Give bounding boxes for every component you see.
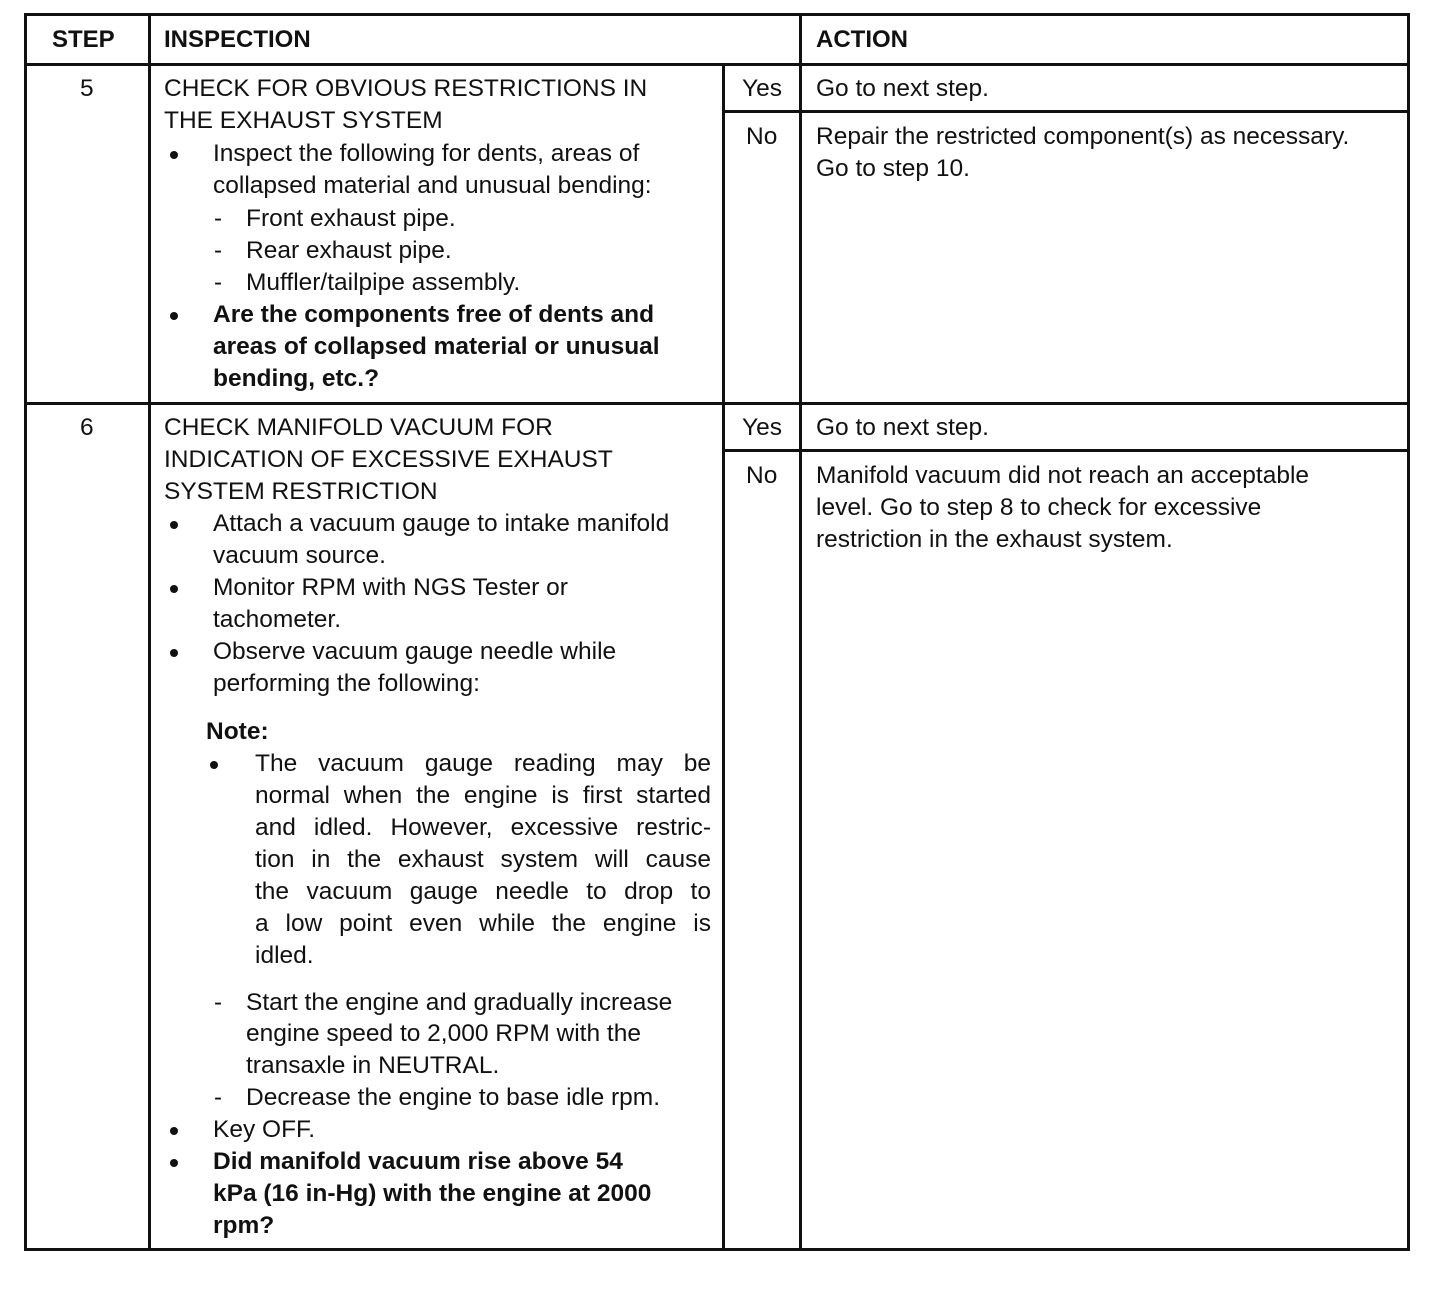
action-no: Go to step 10. bbox=[816, 155, 970, 182]
dash-item: Rear exhaust pipe. bbox=[246, 237, 452, 264]
action-yes: Go to next step. bbox=[816, 75, 989, 102]
no-label: No bbox=[746, 123, 778, 150]
dash-icon: - bbox=[214, 269, 222, 296]
dash-icon: - bbox=[214, 237, 222, 264]
dash-item: transaxle in NEUTRAL. bbox=[246, 1052, 500, 1079]
bullet-icon bbox=[170, 585, 178, 593]
header-inspection: INSPECTION bbox=[164, 26, 311, 53]
inspection-title: CHECK FOR OBVIOUS RESTRICTIONS IN bbox=[164, 75, 648, 102]
action-no: Repair the restricted component(s) as necessary. bbox=[816, 123, 1350, 150]
inspection-bullet: Observe vacuum gauge needle while bbox=[213, 638, 617, 665]
dash-item: engine speed to 2,000 RPM with the bbox=[246, 1020, 641, 1047]
note-text: tion in the exhaust system will cause bbox=[255, 846, 711, 873]
inspection-question: bending, etc.? bbox=[213, 365, 380, 392]
bullet-icon bbox=[170, 521, 178, 529]
note-text: a low point even while the engine is bbox=[255, 910, 711, 937]
dash-item: Front exhaust pipe. bbox=[246, 205, 456, 232]
inspection-question: areas of collapsed material or unusual bbox=[213, 333, 660, 360]
yes-label: Yes bbox=[742, 75, 782, 102]
inspection-title: SYSTEM RESTRICTION bbox=[164, 478, 438, 505]
inspection-bullet: Key OFF. bbox=[213, 1116, 316, 1143]
note-text: normal when the engine is first started bbox=[255, 782, 711, 809]
inspection-bullet: collapsed material and unusual bending: bbox=[213, 172, 652, 199]
bullet-icon bbox=[170, 1127, 178, 1135]
inspection-question: Did manifold vacuum rise above 54 bbox=[213, 1148, 623, 1175]
row-divider bbox=[24, 402, 1410, 405]
yes-no-divider-row6 bbox=[722, 449, 1410, 452]
header-step: STEP bbox=[52, 26, 115, 53]
action-yes: Go to next step. bbox=[816, 414, 989, 441]
action-no: Manifold vacuum did not reach an acceptable bbox=[816, 462, 1310, 489]
inspection-title: CHECK MANIFOLD VACUUM FOR bbox=[164, 414, 553, 441]
bullet-icon bbox=[170, 312, 178, 320]
col-divider-yesno bbox=[722, 63, 725, 1251]
inspection-bullet: performing the following: bbox=[213, 670, 480, 697]
inspection-bullet: tachometer. bbox=[213, 606, 342, 633]
bullet-icon bbox=[170, 649, 178, 657]
bullet-icon bbox=[210, 761, 218, 769]
inspection-question: rpm? bbox=[213, 1212, 275, 1239]
step-number: 5 bbox=[80, 75, 94, 102]
header-divider bbox=[24, 63, 1410, 66]
dash-item: Start the engine and gradually increase bbox=[246, 989, 673, 1016]
inspection-bullet: Attach a vacuum gauge to intake manifold bbox=[213, 510, 670, 537]
yes-label: Yes bbox=[742, 414, 782, 441]
dash-item: Decrease the engine to base idle rpm. bbox=[246, 1084, 661, 1111]
dash-icon: - bbox=[214, 1084, 222, 1111]
note-text: and idled. However, excessive restric- bbox=[255, 814, 711, 841]
note-text: the vacuum gauge needle to drop to bbox=[255, 878, 711, 905]
inspection-title: INDICATION OF EXCESSIVE EXHAUST bbox=[164, 446, 613, 473]
header-action: ACTION bbox=[816, 26, 908, 53]
bullet-icon bbox=[170, 151, 178, 159]
inspection-bullet: Monitor RPM with NGS Tester or bbox=[213, 574, 568, 601]
step-number: 6 bbox=[80, 414, 94, 441]
inspection-question: Are the components free of dents and bbox=[213, 301, 655, 328]
dash-icon: - bbox=[214, 205, 222, 232]
action-no: restriction in the exhaust system. bbox=[816, 526, 1173, 553]
inspection-question: kPa (16 in-Hg) with the engine at 2000 bbox=[213, 1180, 652, 1207]
dash-item: Muffler/tailpipe assembly. bbox=[246, 269, 521, 296]
note-text: The vacuum gauge reading may be bbox=[255, 750, 711, 777]
col-divider-action bbox=[799, 13, 802, 1251]
inspection-title: THE EXHAUST SYSTEM bbox=[164, 107, 443, 134]
action-no: level. Go to step 8 to check for excessive bbox=[816, 494, 1262, 521]
yes-no-divider-row5 bbox=[722, 110, 1410, 113]
note-label: Note: bbox=[206, 718, 269, 745]
inspection-bullet: vacuum source. bbox=[213, 542, 386, 569]
dash-icon: - bbox=[214, 989, 222, 1016]
col-divider-step bbox=[148, 13, 151, 1251]
inspection-bullet: Inspect the following for dents, areas of bbox=[213, 140, 640, 167]
no-label: No bbox=[746, 462, 778, 489]
bullet-icon bbox=[170, 1159, 178, 1167]
note-text: idled. bbox=[255, 942, 314, 969]
